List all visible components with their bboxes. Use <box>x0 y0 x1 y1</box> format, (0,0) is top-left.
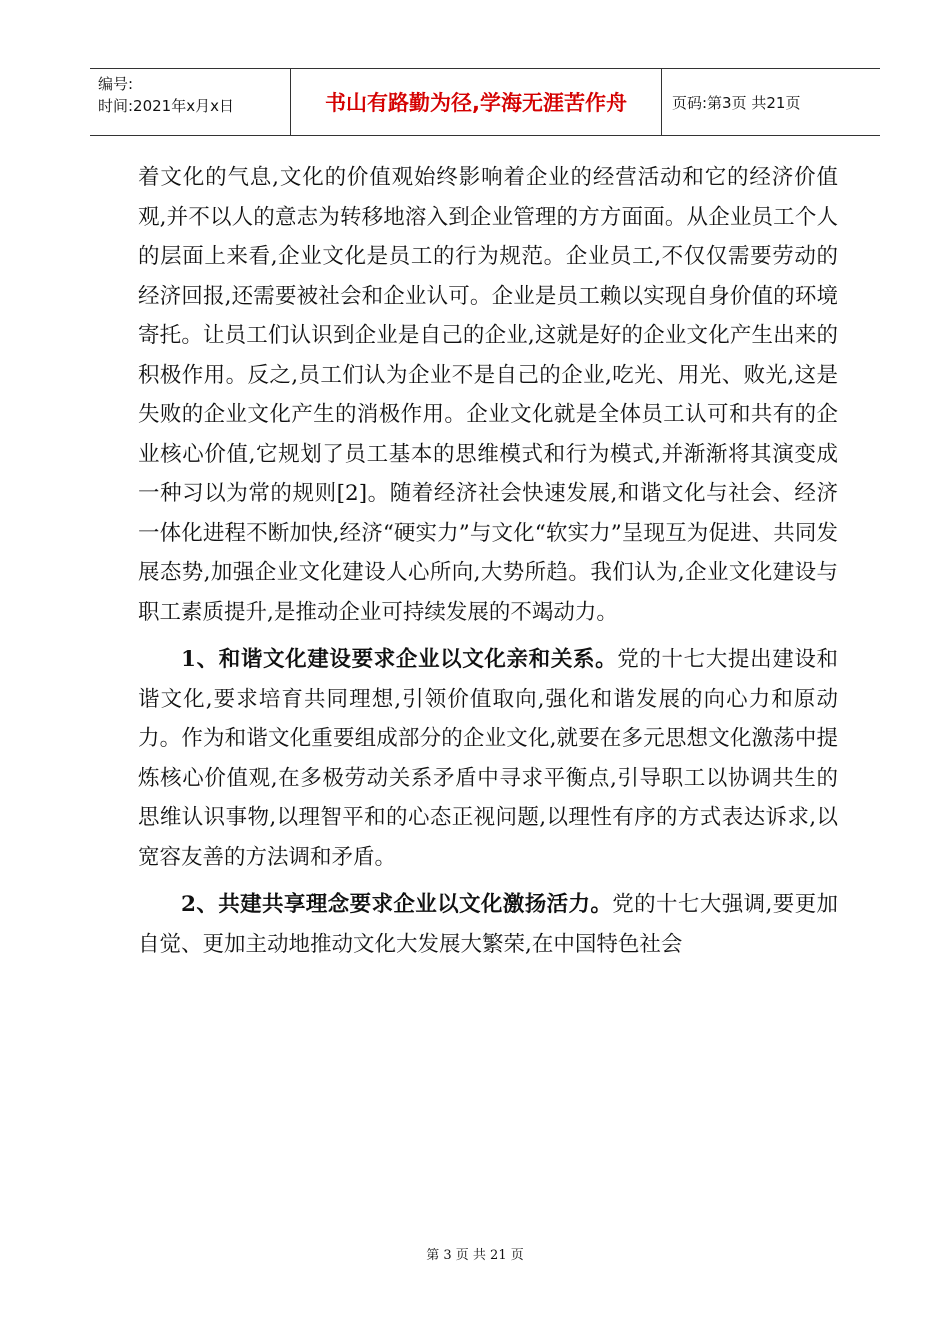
header-meta <box>90 69 290 135</box>
paragraph-text: 党的十七大提出建设和谐文化,要求培育共同理想,引领价值取向,强化和谐发展的向心力和原动力。作为和谐文化重要组成部分的企业文化,就要在多元思想文化激荡中提炼核心价值观,在多极劳动关系矛盾中寻求平衡点,引导职工以协调共生的思维认识事物,以理智平和的心态正视问题,以理性有序的方式表达诉求,以宽容友善的方法调和矛盾。 <box>138 647 838 870</box>
paragraph-heading: 2、共建共享理念要求企业以文化激扬活力。 <box>181 892 613 917</box>
document-number-label: 编号: <box>98 75 134 93</box>
paragraph-heading: 1、和谐文化建设要求企业以文化亲和关系。 <box>181 647 618 672</box>
page-header <box>90 68 880 136</box>
document-body <box>138 158 838 964</box>
paragraph-text: 党的十七大强调,要更加自觉、更加主动地推动文化大发展大繁荣,在中国特色社会 <box>138 892 838 957</box>
continuation-paragraph: 着文化的气息,文化的价值观始终影响着企业的经营活动和它的经济价值观,并不以人的意志为转移地溶入到企业管理的方方面面。从企业员工个人的层面上来看,企业文化是员工的行为规范。企业员工,不仅仅需要劳动的经济回报,还需要被社会和企业认可。企业是员工赖以实现自身价值的环境寄托。让员工们认识到企业是自己的企业,这就是好的企业文化产生出来的积极作用。反之,员工们认为企业不是自己的企业,吃光、用光、败光,这是失败的企业文化产生的消极作用。企业文化就是全体员工认可和共有的企业核心价值,它规划了员工基本的思维模式和行为模式,并渐渐将其演变成一种习以为常的规则[2]。随着经济社会快速发展,和谐文化与社会、经济一体化进程不断加快,经济“硬实力”与文化“软实力”呈现互为促进、共同发展态势,加强企业文化建设人心所向,大势所趋。我们认为,企业文化建设与职工素质提升,是推动企业可持续发展的不竭动力。 <box>138 165 838 625</box>
page-footer: 第 3 页 共 21 页 <box>426 1248 524 1263</box>
header-motto: 书山有路勤为径,学海无涯苦作舟 <box>290 69 662 135</box>
paragraph-shared-concept <box>138 885 838 964</box>
paragraph-harmonious-culture <box>138 640 838 877</box>
document-time-label: 时间:2021年x月x日 <box>98 97 234 115</box>
header-page-info: 页码:第3页 共21页 <box>672 93 801 112</box>
